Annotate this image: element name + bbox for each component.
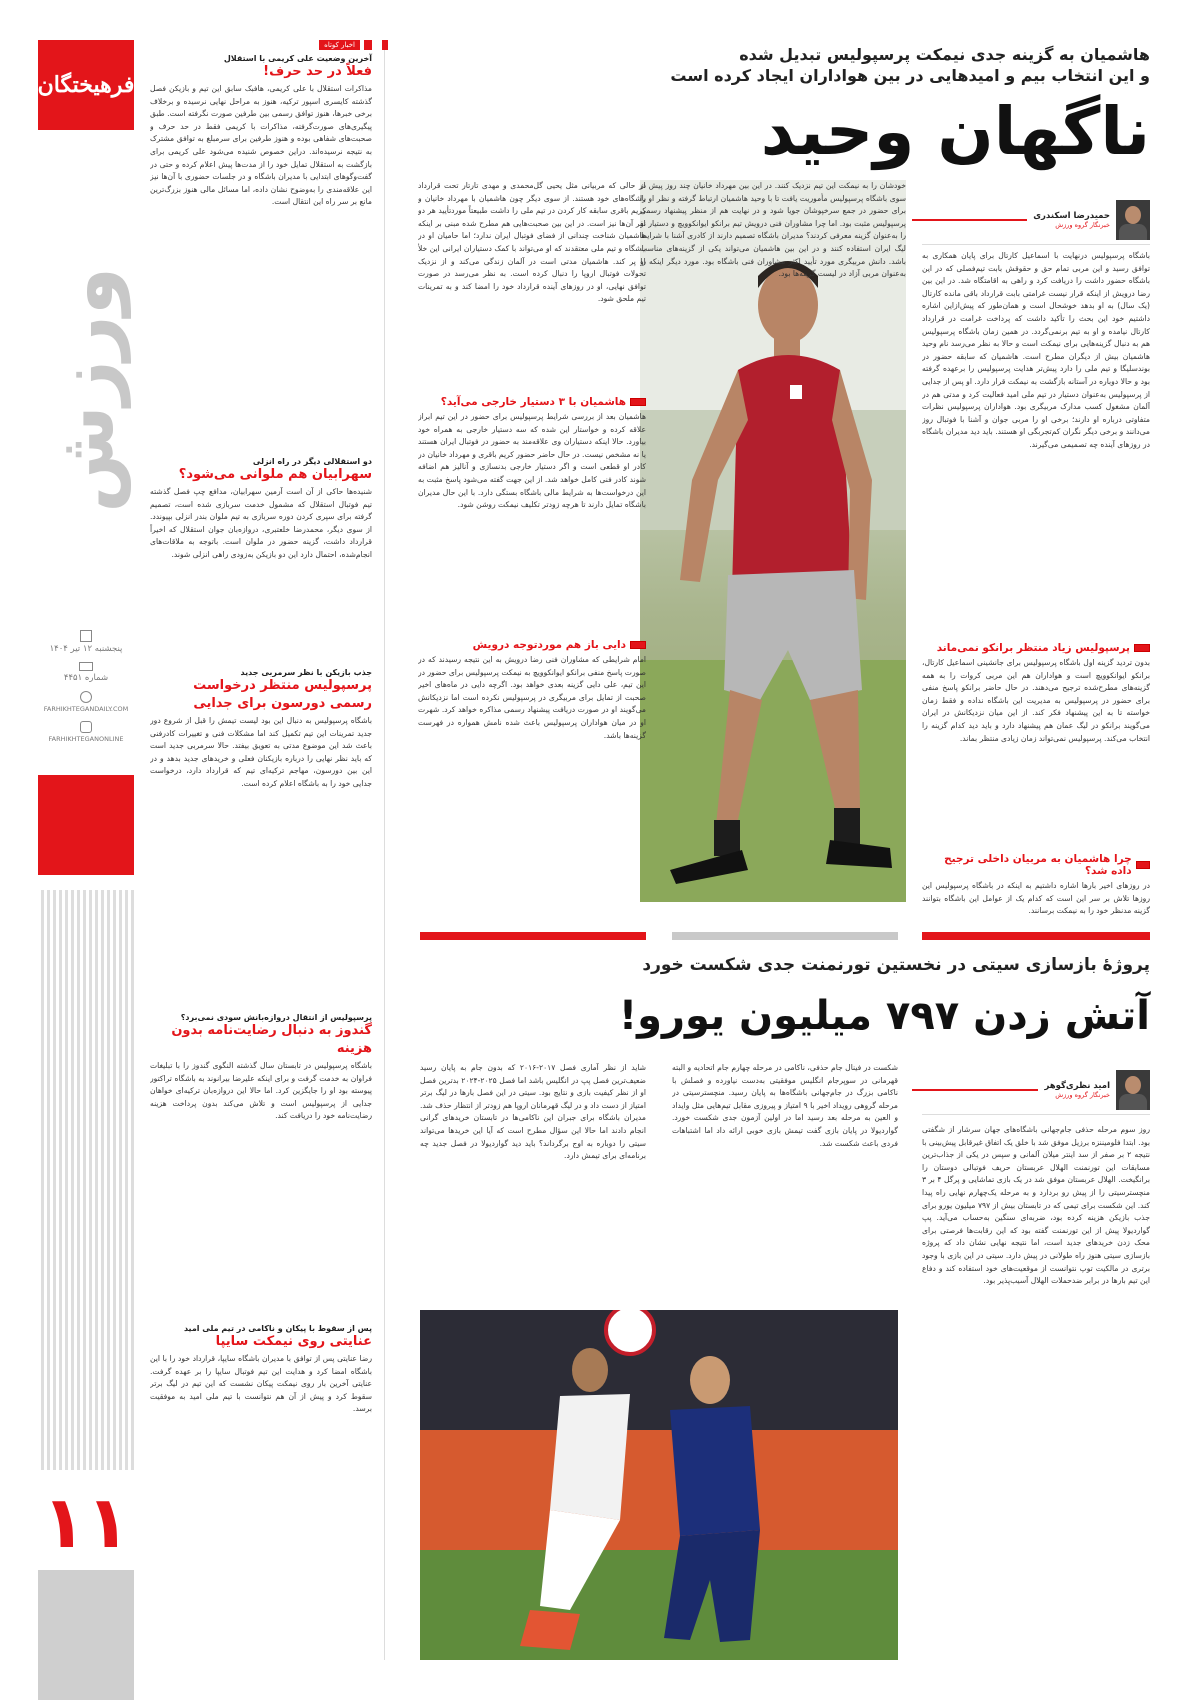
subhead-text: در روزهای اخیر بارها اشاره داشتیم به اینکه در باشگاه پرسپولیس این روزها تلاش بر سر این است که کدام یک از عوامل این باشگاه بتوانند گزینه مدنظر خود را به نیمکت برسانند. xyxy=(922,881,1150,916)
byline-bar xyxy=(912,219,1027,221)
subhead-text: بدون تردید گزینه اول باشگاه پرسپولیس برای جانشینی اسماعیل کارتال، برانکو ایوانکوویچ است و هواداران هم این مربی کروات را به همه گزینه‌های مطرح‌شده ترجیح می‌دهند. در حال حاضر برانکو پاسخ منفی برای حضور در پرسپولیس به مدیریت این باشگاه نداده و فقط زمان خواسته تا به این پیشنهاد فکر کند. از این میان نزدیکانش در ایران می‌گویند برانکو در لیگ عمان هم پیشنهاد دارد و باید دید کدام گزینه را انتخاب می‌کند. پرسپولیس نمی‌تواند زمان زیادی منتظر بماند. xyxy=(922,658,1150,743)
news-kicker: آخرین وضعیت علی کریمی با استقلال xyxy=(223,54,372,63)
subhead: پرسپولیس زیاد منتظر برانکو نمی‌ماند xyxy=(922,642,1150,654)
sidebar-tag: اخبار کوتاه xyxy=(319,40,360,50)
news-headline: پرسپولیس منتظر درخواست رسمی دورسون برای جدایی xyxy=(193,678,372,711)
second-col-right: روز سوم مرحله حذفی جام‌جهانی باشگاه‌های جهان سرشار از شگفتی بود. ابتدا فلومیننزه برزیل موفق شد با خلق یک اتفاق غیرقابل پیش‌بینی با نتیجه ۲ بر صفر از سد اینتر میلان آلمانی و سپس در یکی از جذاب‌ترین مسابقات این تورنمنت الهلال عربستان حریف فوتبالی دوستان را برانگیخت. الهلال عربستان موفق شد در یک بازی تماشایی و پرگل ۴ بر ۳ منچسترسیتی را از پیش رو بردارد و به مرحله یک‌چهارم نهایی راه پیدا کند. این شکست برای تیمی که در تابستان بیش از ۷۹۷ میلیون یورو برای جذب بازیکن هزینه کرده بود، ضربه‌ای سنگین به‌حساب می‌آید. پپ گواردیولا پیش از این تورنمنت گفته بود که این رقابت‌ها فرصتی برای محک زدن خریدهای جدید است، اما نتیجه نهایی نشان داد که پروژه بازسازی سیتی هنوز راه طولانی در پیش دارد. سیتی در این بازی با وجود برتری در مالکیت توپ نتوانست از موقعیت‌های خود استفاده کند و دفاع این تیم بارها در برابر ضدحملات الهلال آسیب‌پذیر بود. xyxy=(922,1125,1150,1286)
news-item xyxy=(150,668,372,1005)
social-handle[interactable]: FARHIKHTEGANONLINE xyxy=(48,735,124,743)
author-name: امید نظری‌گوهر xyxy=(1044,1081,1110,1091)
second-col-center: شکست در فینال جام حذفی، ناکامی در مرحله چهارم جام اتحادیه و البته قهرمانی در سوپرجام انگلیس موفقیتی به‌دست نیاورده و فصلش با ناکامی بزرگ در جام‌جهانی باشگاه‌ها به پایان رسید. منچسترسیتی در مرحله گروهی رویداد اخیر با ۹ امتیاز و پیروزی مقابل تیم‌هایی مثل وایداد و العین به مرحله بعد رسید اما در اولین آزمون جدی شکست خورد. گواردیولا در پایان بازی گفت تیمش بازی خوبی ارائه داد اما اشتباهات فردی باعث شکست شد. xyxy=(672,1063,898,1148)
date: پنجشنبه ۱۲ تیر ۱۴۰۴ xyxy=(49,644,123,654)
news-kicker: پس از سقوط با پیکان و ناکامی در تیم ملی امید xyxy=(183,1324,372,1333)
globe-icon xyxy=(80,691,92,703)
subhead-marker xyxy=(1134,644,1150,652)
sidebar-column xyxy=(150,40,372,1660)
author-avatar xyxy=(1116,1070,1150,1110)
subhead-text: امام شرایطی که مشاوران فنی رضا درویش به این نتیجه رسیدند که در صورت پاسخ منفی برانکو ایوانکوویچ به نیمکت پرسپولیس برای حضور در این تیم، علی دایی گزینه بعدی خواهد بود. اگرچه دایی در ماه‌های اخیر صحبت از تمایل برای مربیگری در پرسپولیس نکرده است اما نزدیکانش می‌گویند او در صورت دریافت پیشنهاد رسمی مذاکره خواهد کرد. شهرت او در میان هواداران پرسپولیس باعث شده نامش همواره در فهرست گزینه‌ها باشد. xyxy=(418,655,646,740)
lead-headline: ناگهان وحید xyxy=(760,93,1150,170)
logo: فرهیختگان xyxy=(37,72,135,98)
lead-col-center xyxy=(640,180,906,340)
news-kicker: جذب بازیکن با نظر سرمربی جدید xyxy=(240,668,372,677)
subhead-text: هاشمیان بعد از بررسی شرایط پرسپولیس برای حضور در این تیم ابراز علاقه کرده و خواستار این شده که سه دستیار خارجی به همراه خود بیاورد. حالا اینکه دستیاران وی علاقه‌مند به حضور در فوتبال ایران هستند یا نه مشخص نیست. در حال حاضر حضور کریم باقری و مهرداد خانیان در کادر او قطعی است و اگر دستیار خارجی بدنسازی و آنالیز هم اضافه شوند کادر فنی کامل خواهد شد. از این جهت گفته می‌شود پاسخ مثبت به این درخواست‌ها به شرایط مالی باشگاه بستگی دارد. با این حال مدیران باشگاه تمایل دارند تا هرچه زودتر تکلیف نیمکت روشن شود. xyxy=(418,412,646,510)
news-item xyxy=(150,1324,372,1479)
lead-byline xyxy=(922,200,1150,245)
news-text: باشگاه پرسپولیس به دنبال این بود لیست تیمش را قبل از شروع دور جدید تمرینات این تیم تکمیل کند اما مشکلات فنی و تغییرات کادرفنی باعث شد این موضوع مدتی به تعویق بیفتد. حالا سرمربی جدید است که باید نظر نهایی را درباره بازیکنان فعلی و خریدهای جدید بدهد و در این بین دورسون، مهاجم ترکیه‌ای تیم که قرارداد دارد، درخواست جدایی خود را به باشگاه اعلام کرده است. xyxy=(150,716,372,788)
second-kicker: پروژۀ بازسازی سیتی در نخستین تورنمنت جدی شکست خورد xyxy=(642,955,1150,975)
subhead-marker xyxy=(630,398,646,406)
decorative-stripes xyxy=(38,890,134,1470)
lead-kicker: هاشمیان به گزینه جدی نیمکت پرسپولیس تبدیل شده و این انتخاب بیم و امیدهایی در بین هواداران ایجاد کرده است xyxy=(670,45,1150,85)
red-panel xyxy=(38,775,134,875)
footer-grey xyxy=(38,1570,134,1700)
issue-icon xyxy=(79,662,93,671)
news-text: مذاکرات استقلال با علی کریمی، هافبک سابق این تیم و بازیکن فصل گذشته کایسری اسپور ترکیه، هنوز به مراحل نهایی نرسیده و برخلاف برخی خبرها، هنوز توافق رسمی بین طرفین صورت نگرفته است. طبق پیگیری‌های صورت‌گرفته، مذاکرات با کریمی فقط در حد حرف و صحبت‌های شفاهی بوده و هنوز طرفین برای سرمبلغ به توافق مشترک به نتیجه نرسیده‌اند. دراین خصوص شنیده می‌شود علی کریمی برای بازگشت به استقلال تمایل خود را از مدت‌ها پیش اعلام کرده و حتی در گفت‌وگوهای ابتدایی با مدیران باشگاه و در جلسات حضوری با آن‌ها نیز این علاقه‌مندی را به‌وضوح نشان داده، اما مسائل مالی هنوز بزرگ‌ترین مانع بر سر راه این انتقال است. xyxy=(150,84,372,207)
second-photo xyxy=(420,1310,898,1660)
separator-bar xyxy=(420,932,646,940)
news-headline: عنایتی روی نیمکت سایپا xyxy=(215,1334,372,1349)
lead-text: باشگاه پرسپولیس درنهایت با اسماعیل کارتال برای پایان همکاری به توافق رسید و این مربی تمام حق و حقوقش بابت تیم‌فصلی که در این باشگاه حضور داشت را دریافت کرد و راهی به اقامتگاه شد. در این بین رضا درویش از اینکه قرار نیست غرامتی بابت قرارداد باقی مانده کارتال (یک سال) به او بدهد خوشحال است و همان‌طور که پیش‌ازاین اشاره داشتیم خود این بحث را تأکید داشت که پرداخت غرامت در قرارداد کارتال نیامده و او به تیم برنمی‌گردد. در همین زمان باشگاه پرسپولیس هم به دنبال گزینه‌هایی برای نیمکت است و حالا به نظر می‌رسد نام وحید هاشمیان بیش از دیگران مطرح است. هاشمیان که سابقه حضور در بوندسلیگا و تیم ملی را دارد پیش‌تر هدایت پرسپولیس را برعهده گرفته بود و حالا دوباره در آستانه بازگشت به نیمکت قرار دارد. او پس از جدایی از پرسپولیس به‌عنوان دستیار در تیم ملی امید فعالیت کرد و مدتی هم در آلمان مشغول کسب مدارک مربیگری بود. هواداران پرسپولیس نظرات متفاوتی درباره او دارند؛ برخی او را مربی جوان و آشنا با فوتبال روز می‌دانند و برخی دیگر نگران کم‌تجربگی او هستند. باید دید مدیران باشگاه در روزهای آینده چه تصمیمی می‌گیرند. xyxy=(922,251,1150,449)
news-text: رضا عنایتی پس از توافق با مدیران باشگاه سایپا، قرارداد خود را با این باشگاه امضا کرد و هدایت این تیم فوتبال سایپا را بر عهده گرفت. عنایتی آخرین بار روی نیمکت پیکان نشست که این تیم در لیگ برتر سقوط کرد و پیش از آن هم نتوانست با تیم ملی امید به موفقیت برسد. xyxy=(150,1354,372,1414)
second-col-left: شاید از نظر آماری فصل ۲۰۱۷-۲۰۱۶ که بدون جام به پایان رسید ضعیف‌ترین فصل پپ در انگلیس باشد اما فصل ۲۰۲۵-۲۰۲۴ بدترین فصل او از نظر کیفیت بازی و نتایج بود. سیتی در این فصل بارها در لیگ برتر امتیاز از دست داد و در لیگ قهرمانان اروپا هم زودتر از انتظار حذف شد. مدیران باشگاه برای جبران این ناکامی‌ها در تابستان خریدهای گرانی انجام دادند اما حالا این سؤال مطرح است که آیا این خریدها می‌تواند سیتی را دوباره به اوج برگرداند؟ باید دید گواردیولا در فصل جدید چه برنامه‌ای برای تیمش دارد. xyxy=(420,1063,646,1161)
news-item xyxy=(150,54,372,449)
logo-block xyxy=(38,40,134,130)
subhead: چرا هاشمیان به مربیان داخلی ترجیح داده شد؟ xyxy=(922,853,1150,877)
second-headline: آتش زدن ۷۹۷ میلیون یورو! xyxy=(618,993,1150,1039)
news-headline: گندوز به دنبال رضایت‌نامه بدون هزینه xyxy=(171,1023,372,1056)
divider-marker xyxy=(382,40,388,50)
page-number: ۱۱ xyxy=(42,1480,130,1564)
news-text: باشگاه پرسپولیس در تابستان سال گذشته النگوی گندوز را با تبلیغات فراوان به خدمت گرفت و برای اینکه علیرضا بیرانوند به باشگاه تراکتور پیوسته بود او را جایگزین کرد. اما حالا این دروازه‌بان ترکیه‌ای خواهان جدایی از پرسپولیس است و تلاش می‌کند بدون پرداخت هزینه رضایت‌نامه خود را دریافت کند. xyxy=(150,1061,372,1121)
subhead: هاشمیان با ۳ دستیار خارجی می‌آید؟ xyxy=(418,396,646,408)
lead-col-right xyxy=(922,250,1150,930)
byline-bar xyxy=(912,1089,1038,1091)
author-name: حمیدرضا اسکندری xyxy=(1033,211,1110,221)
news-headline: سهرابیان هم ملوانی می‌شود؟ xyxy=(178,467,372,482)
news-kicker: پرسپولیس از انتقال دروازه‌بانش سودی نمی‌برد؟ xyxy=(180,1013,372,1022)
column-divider xyxy=(384,40,385,1660)
subhead-marker xyxy=(630,641,646,649)
instagram-icon xyxy=(80,721,92,733)
tag-marker xyxy=(364,40,372,50)
author-role: خبرنگار گروه ورزش xyxy=(1055,1091,1110,1099)
lead-col-left xyxy=(418,180,646,900)
match-scene xyxy=(420,1310,898,1660)
news-kicker: دو استقلالی دیگر در راه انزلی xyxy=(252,457,372,466)
masthead-strip xyxy=(38,40,134,1700)
news-text: شنیده‌ها حاکی از آن است آرمین سهرابیان، مدافع چپ فصل گذشته تیم فوتبال استقلال که مشمول خدمت سربازی شده است، تصمیم گرفته برای سپری کردن دوره سربازی به تیم ملوان بندر انزلی بپیوندد. از سوی دیگر، محمدرضا خلعتبری، دروازه‌بان جوان استقلال که اخیراً قرارداد داشت، گزینه حضور در ملوان است. باتوجه به ملاقات‌های انجام‌شده، احتمال دارد این دو بازیکن به‌زودی راهی انزلی شوند. xyxy=(150,487,372,559)
section-title: ورزش xyxy=(41,267,131,513)
separator-bar xyxy=(672,932,898,940)
date-block xyxy=(38,630,134,743)
subhead: دایی باز هم موردتوجه درویش xyxy=(418,639,646,651)
author-role: خبرنگار گروه ورزش xyxy=(1055,221,1110,229)
lead-text: در حالی که مربیانی مثل یحیی گل‌محمدی و مهدی تارتار تحت قرارداد باشگاه‌های خود هستند. از سوی دیگر چون هاشمیان با مهرداد خانیان و کریم باقری سابقه کار کردن در تیم ملی را داشت طبیعتاً موردتأیید هر دو نفر آن‌ها نیز است. در این بین صحبت‌هایی هم مطرح شده مبنی بر اینکه هاشمیان شناخت چندانی از فضای فوتبال ایران ندارد؛ اما حامیان او در باشگاه و تیم ملی معتقدند که او می‌تواند با کمک دستیاران ایرانی این خلأ را پر کند. هاشمیان مدتی است در آلمان زندگی می‌کند و از نزدیک تحولات فوتبال اروپا را دنبال کرده است. به نظر می‌رسد در صورت توافق نهایی، او در روزهای آینده قرارداد خود را امضا کند و به تمرینات تیم ملحق شود. xyxy=(418,181,646,304)
issue: شماره ۴۴۵۱ xyxy=(63,673,109,683)
news-item xyxy=(150,457,372,660)
second-byline xyxy=(922,1070,1150,1115)
calendar-icon xyxy=(80,630,92,642)
website-link[interactable]: FARHIKHTEGANDAILY.COM xyxy=(43,705,129,713)
separator-bar xyxy=(922,932,1150,940)
author-avatar xyxy=(1116,200,1150,240)
lead-text: خودشان را به نیمکت این تیم نزدیک کنند. در این بین مهرداد خانیان چند روز پیش از سوی باشگاه پرسپولیس مأموریت یافت تا با وحید هاشمیان ارتباط گرفته و نظر او را برای حضور در جمع سرخپوشان جویا شود و در نهایت هم از منظر پیشنهاد رسمی پرسپولیس مثبت بود. اما چرا مشاوران فنی درویش تیم برانکو ایوانکوویچ و دستیار او را به‌عنوان گزینه معرفی کردند؟ مدیران باشگاه تصمیم دارند از کادری آشنا با شرایط لیگ ایران استفاده کنند و در این بین هاشمیان می‌تواند یکی از گزینه‌های مناسب باشد. دانش مربیگری مورد تأیید اکثر مشاوران فنی باشگاه بود. مورد دیگر اینکه او به‌عنوان مربی آزاد در لیست گزینه‌ها بود. xyxy=(640,181,906,279)
news-item xyxy=(150,1013,372,1316)
subhead-marker xyxy=(1136,861,1150,869)
news-headline: فعلاً در حد حرف! xyxy=(263,64,372,79)
